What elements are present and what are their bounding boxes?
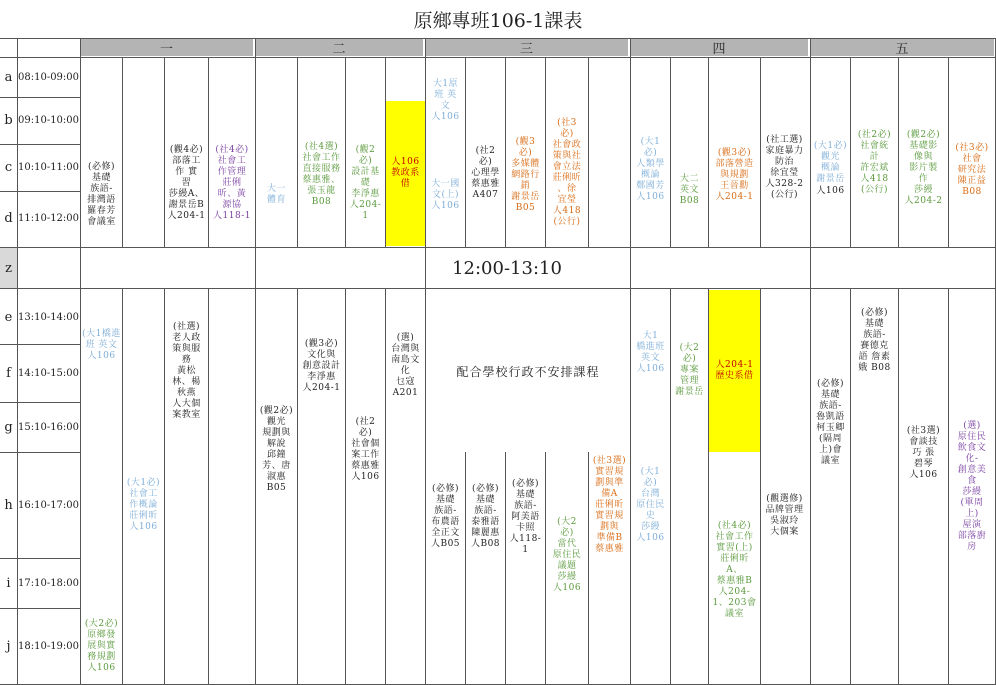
row-letter: d bbox=[4, 211, 13, 226]
row-time: 13:10-14:00 bbox=[18, 311, 80, 323]
course-cell: (觀4必) 部落工 作 實 習 莎縵A、 謝景岳B 人204-1 bbox=[167, 144, 206, 221]
course-cell: (大2 必) 當代 原住民 議題 莎縵 人106 bbox=[552, 516, 582, 593]
course-cell: (社工選) 家庭暴力 防治 徐宜瑩 人328-2 (公行) bbox=[765, 135, 804, 200]
course-cell: 人106 教政系借 bbox=[386, 101, 425, 246]
row-time: 17:10-18:00 bbox=[18, 577, 80, 589]
course-cell: 大一 體育 bbox=[266, 184, 286, 205]
course-cell: 大一國 文(上) 人106 bbox=[431, 178, 460, 211]
lunch-time: 12:00-13:10 bbox=[452, 257, 562, 279]
course-cell: (大1必) 觀光 概論 謝景岳 bbox=[813, 141, 848, 184]
course-cell: 人106 bbox=[816, 185, 845, 196]
row-letter: a bbox=[4, 70, 13, 85]
course-cell: (觀3 必) 多媒體 網路行 銷 謝景岳 B05 bbox=[511, 136, 540, 213]
course-cell: (社3 必) 社會政 策與社 會立法 莊俐昕 、徐 宜瑩 人418 (公行) bbox=[552, 118, 582, 227]
course-cell: (觀2 必) 設計基 礎 李淨惠 人204- 1 bbox=[349, 144, 382, 221]
course-cell: (必修) 基礎 族語- 布農語 全正文 人B05 bbox=[430, 484, 461, 549]
page-title: 原鄉專班106-1課表 bbox=[0, 0, 996, 39]
course-cell: (必修) 基礎 族語- 排灣語 羅春芳 會議室 bbox=[87, 162, 116, 227]
course-cell: (選) 原住民 飲食文 化- 創意美 食 莎縵 (單周 上) 屋演 部落廚 房 bbox=[957, 421, 987, 552]
row-letter: b bbox=[4, 113, 13, 128]
course-cell: (必修) 基礎 族語- 賽德克 語 詹素 娥 B08 bbox=[858, 308, 891, 373]
row-letter: c bbox=[4, 160, 13, 175]
course-cell: 人204-1 歷史系借 bbox=[709, 290, 760, 452]
course-cell: 大1 橋進班 英文 人106 bbox=[636, 331, 665, 374]
course-cell: (選) 台灣與 南島文 化 乜寇 A201 bbox=[391, 333, 420, 398]
row-letter: i bbox=[6, 575, 11, 591]
course-cell: (大1橋進 班 英文 人106 bbox=[82, 328, 121, 361]
row-time: 14:10-15:00 bbox=[18, 367, 80, 379]
lunch-row bbox=[0, 247, 996, 289]
course-cell: (觀3必) 部落營造 與規劃 王晉勳 人204-1 bbox=[715, 147, 754, 202]
row-time: 08:10-09:00 bbox=[18, 72, 80, 83]
course-cell: (觀3必) 文化與 創意設計 李淨惠 人204-1 bbox=[302, 338, 341, 393]
day-header-thu: 四 bbox=[630, 39, 810, 56]
row-letter: z bbox=[0, 248, 17, 288]
course-cell: (觀選修) 品牌管理 吳淑玲 大個案 bbox=[765, 494, 804, 537]
course-cell: (大1 必) 台灣 原住民 史 莎縵 人106 bbox=[636, 466, 665, 543]
course-cell: (社4必) 社會工作 實習(上) 莊俐昕 A、 蔡惠雅B 人204- 1、203會 議室 bbox=[712, 520, 757, 619]
day-header-wed: 三 bbox=[425, 39, 630, 56]
course-cell: (社2 必) 社會個 案工作 蔡惠雅 人106 bbox=[351, 417, 380, 482]
day-header-fri: 五 bbox=[810, 39, 996, 56]
course-cell: 大二 英文 B08 bbox=[679, 173, 700, 206]
row-letter: e bbox=[4, 309, 13, 325]
course-cell: 大1原 班 英 文 人106 bbox=[431, 79, 460, 122]
row-time: 10:10-11:00 bbox=[18, 162, 80, 173]
course-cell: (社2 必) 心理學 蔡惠雅 A407 bbox=[471, 145, 500, 200]
row-time: 18:10-19:00 bbox=[18, 641, 80, 652]
course-cell: 配合學校行政不安排課程 bbox=[456, 364, 600, 379]
course-cell: (必修) 基礎 族語- 泰雅語 陳麗惠 人B08 bbox=[470, 484, 501, 549]
course-cell: (社4選) 社會工作 直接服務 蔡惠雅、 張玉龍 B08 bbox=[302, 142, 341, 207]
course-cell: (大1必) 社會工 作概論 莊俐昕 人106 bbox=[126, 477, 161, 532]
course-cell: (社3選) 實習規 劃與準 備A 莊俐昕 實習規 劃與 準備B 蔡惠雅 bbox=[592, 455, 627, 554]
row-time: 16:10-17:00 bbox=[18, 499, 80, 511]
course-cell: (社3選) 會談技 巧 張 碧琴 人106 bbox=[906, 425, 941, 480]
course-cell: (社4必) 社會工 作管理 莊俐 昕、黃 源協 人118-1 bbox=[213, 144, 251, 221]
course-cell: (必修) 基礎 族語- 魯凱語 柯玉卿 (隔周 上)會 議室 bbox=[816, 379, 845, 466]
row-time: 09:10-10:00 bbox=[18, 115, 80, 126]
course-cell: (社3必) 社會 研究法 陳正益 B08 bbox=[955, 142, 989, 197]
day-header-tue: 二 bbox=[255, 39, 425, 56]
course-cell: (大1 必) 人類學 概論 鄭國芳 人106 bbox=[636, 137, 665, 202]
day-header-mon: 一 bbox=[80, 39, 255, 56]
row-letter: f bbox=[6, 365, 11, 381]
row-letter: g bbox=[4, 419, 13, 435]
course-cell: (觀2必) 觀光 規劃與 解說 邱鐘 芳、唐 淑惠 B05 bbox=[259, 406, 294, 493]
row-time: 11:10-12:00 bbox=[18, 213, 80, 224]
row-letter: h bbox=[4, 497, 13, 513]
row-letter: j bbox=[6, 639, 11, 654]
course-cell: (必修) 基礎 族語- 阿美語 卡照 人118- 1 bbox=[509, 478, 542, 555]
course-cell: (大2必) 原鄉發 展與實 務規劃 人106 bbox=[84, 618, 119, 673]
course-cell: (觀2必) 基礎影 像與 影片製 作 莎縵 人204-2 bbox=[904, 129, 943, 206]
row-time: 15:10-16:00 bbox=[18, 421, 80, 433]
course-cell: (社選) 老人政 策與服 務 黃松 林、楊 秋燕 人大個 案教室 bbox=[172, 321, 201, 420]
course-cell: (大2 必) 專案 管理 謝景岳 bbox=[675, 342, 704, 397]
course-cell: (社2必) 社會統 計 許宏斌 人418 (公行) bbox=[857, 130, 892, 195]
